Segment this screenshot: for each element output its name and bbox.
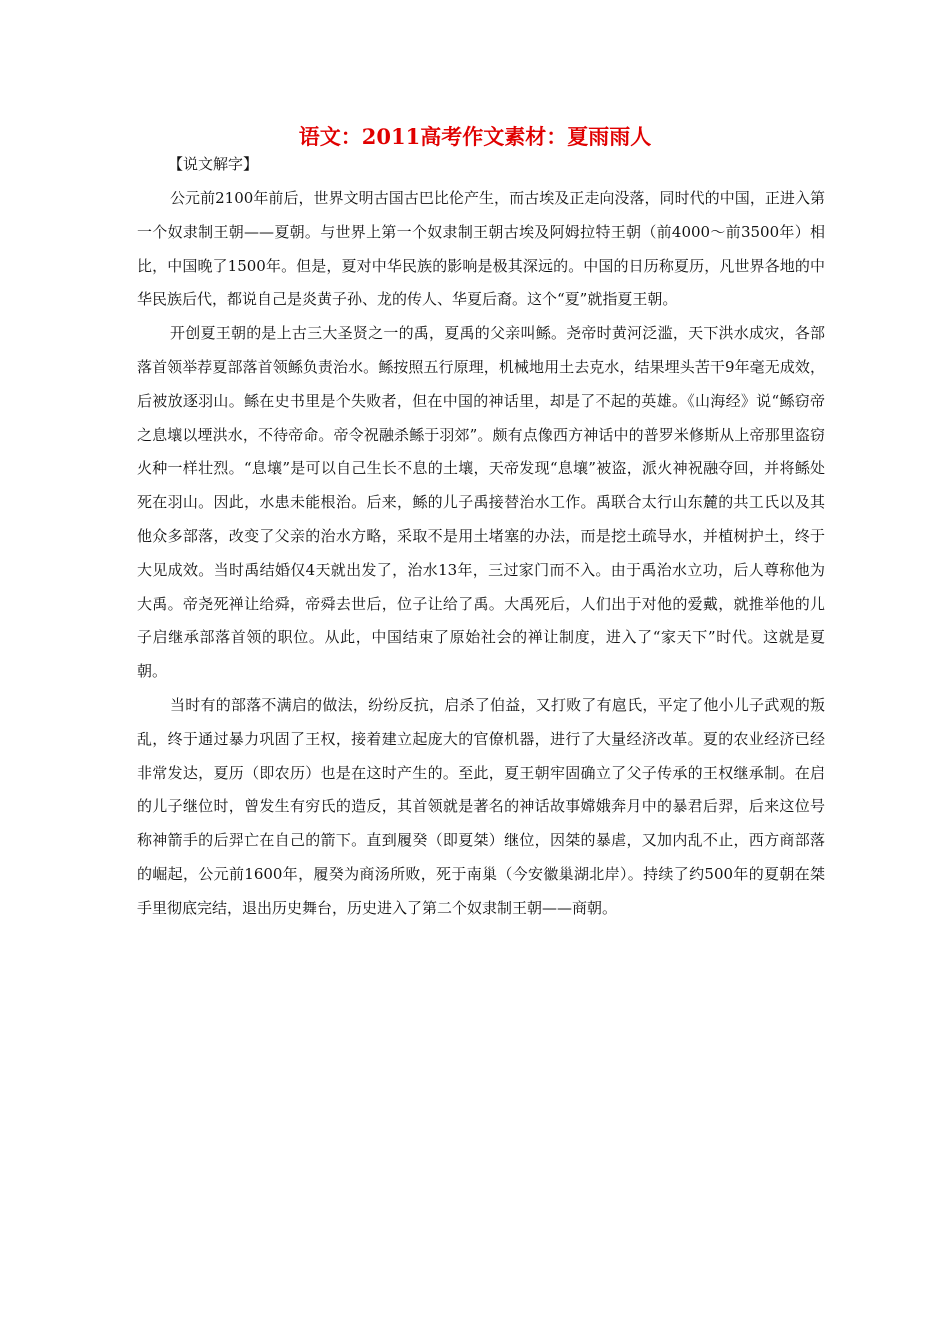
paragraph-2: 开创夏王朝的是上古三大圣贤之一的禹，夏禹的父亲叫鲧。尧帝时黄河泛滥，天下洪水成灾，各部落首领举荐夏部落首领鲧负责治水。鲧按照五行原理，机械地用土去克水，结果埋头苦干9年毫无成效，后被放逐羽山。鲧在史书里是个失败者，但在中国的神话里，却是了不起的英雄。《山海经》说“鲧窃帝之息壤以堙洪水，不待帝命。帝令祝融杀鲧于羽郊”。颇有点像西方神话中的普罗米修斯从上帝那里盗窃火种一样壮烈。“息壤”是可以自己生长不息的土壤，天帝发现“息壤”被盗，派火神祝融夺回，并将鲧处死在羽山。因此，水患未能根治。后来，鲧的儿子禹接替治水工作。禹联合太行山东麓的共工氏以及其他众多部落，改变了父亲的治水方略，采取不是用土堵塞的办法，而是挖土疏导水，并植树护土，终于大见成效。当时禹结婚仅4天就出发了，治水13年，三过家门而不入。由于禹治水立功，后人尊称他为大禹。帝尧死禅让给舜，帝舜去世后，位子让给了禹。大禹死后，人们出于对他的爱戴，就推举他的儿子启继承部落首领的职位。从此，中国结束了原始社会的禅让制度，进入了“家天下”时代。这就是夏朝。	[137, 324, 825, 681]
paragraph-1: 公元前2100年前后，世界文明古国古巴比伦产生，而古埃及正走向没落，同时代的中国，正进入第一个奴隶制王朝——夏朝。与世界上第一个奴隶制王朝古埃及阿姆拉特王朝（前4000～前3500年）相比，中国晚了1500年。但是，夏对中华民族的影响是极其深远的。中国的日历称夏历，凡世界各地的中华民族后代，都说自己是炎黄子孙、龙的传人、华夏后裔。这个“夏”就指夏王朝。	[137, 189, 825, 309]
document-title: 语文：2011高考作文素材：夏雨雨人	[298, 124, 652, 149]
body-text	[137, 182, 825, 926]
paragraph-3: 当时有的部落不满启的做法，纷纷反抗，启杀了伯益，又打败了有扈氏，平定了他小儿子武观的叛乱，终于通过暴力巩固了王权，接着建立起庞大的官僚机器，进行了大量经济改革。夏的农业经济已经非常发达，夏历（即农历）也是在这时产生的。至此，夏王朝牢固确立了父子传承的王权继承制。在启的儿子继位时，曾发生有穷氏的造反，其首领就是著名的神话故事嫦娥奔月中的暴君后羿，后来这位号称神箭手的后羿亡在自己的箭下。直到履癸（即夏桀）继位，因桀的暴虐，又加内乱不止，西方商部落的崛起，公元前1600年，履癸为商汤所败，死于南巢（今安徽巢湖北岸）。持续了约500年的夏朝在桀手里彻底完结，退出历史舞台，历史进入了第二个奴隶制王朝——商朝。	[137, 695, 825, 917]
section-label: 【说文解字】	[168, 155, 259, 173]
